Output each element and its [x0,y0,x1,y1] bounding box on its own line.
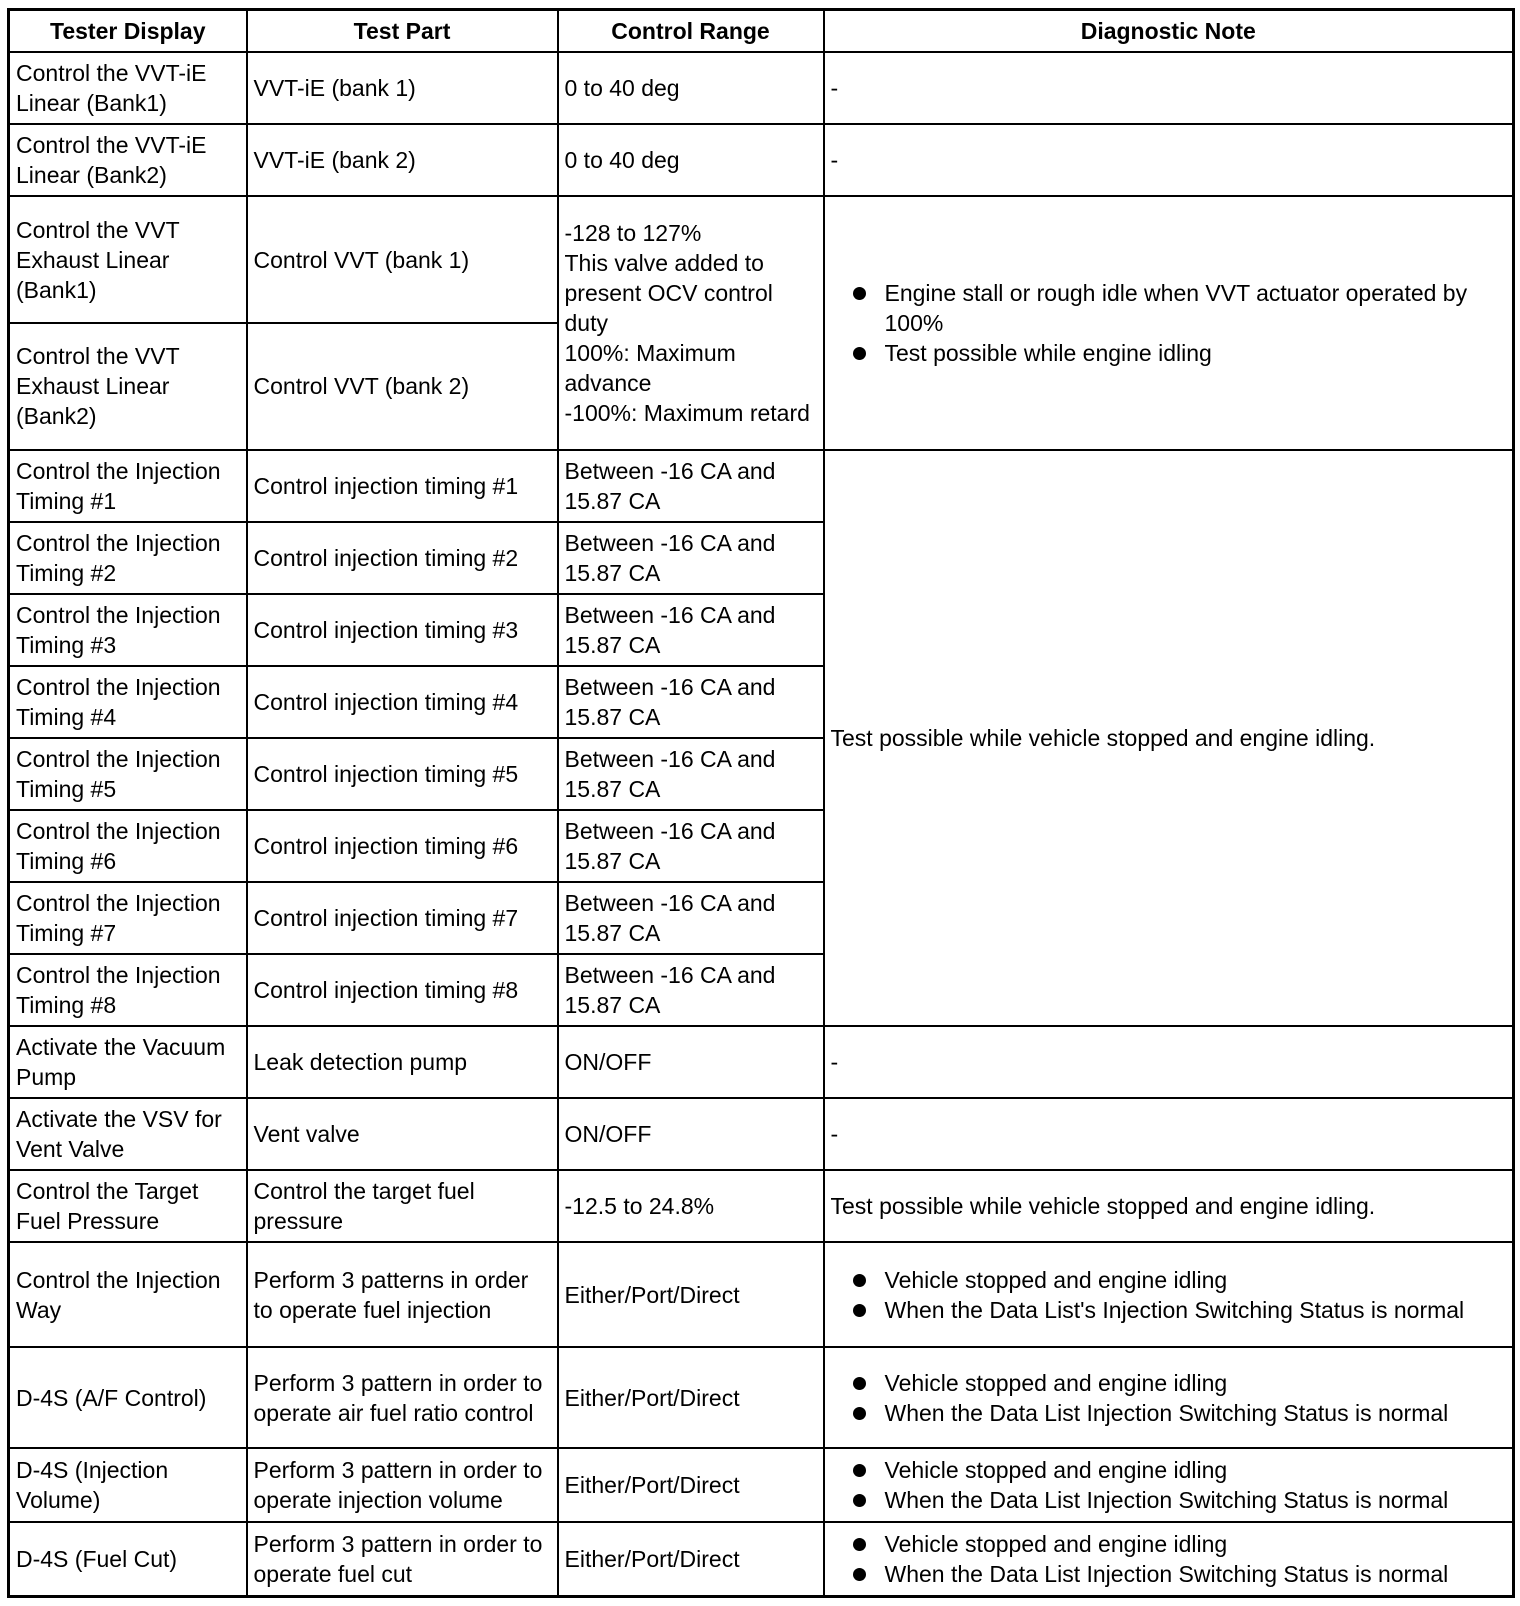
range-line: -128 to 127% [564,219,702,246]
control-range-cell: Either/Port/Direct [558,1347,824,1448]
control-range-cell: ON/OFF [558,1098,824,1170]
list-item: When the Data List Injection Switching Status is normal [853,1485,1507,1515]
tester-display-cell: Control the Injection Timing #8 [9,954,247,1026]
tester-display-cell: Activate the VSV for Vent Valve [9,1098,247,1170]
diagnostic-note-cell [824,1242,1514,1347]
tester-display-cell: Control the Injection Timing #5 [9,738,247,810]
table-row [9,124,1514,196]
list-item: Vehicle stopped and engine idling [853,1529,1507,1559]
range-line: This valve added to present OCV control duty [564,249,773,336]
test-part-cell: Leak detection pump [247,1026,558,1098]
control-range-cell: ON/OFF [558,1026,824,1098]
table-row [9,1242,1514,1347]
diagnostic-note-cell [824,1522,1514,1596]
tester-display-cell: Control the VVT-iE Linear (Bank2) [9,124,247,196]
control-range-cell: Between -16 CA and 15.87 CA [558,954,824,1026]
test-part-cell: Control injection timing #4 [247,666,558,738]
diagnostic-note-cell: - [824,52,1514,124]
list-item: Vehicle stopped and engine idling [853,1455,1507,1485]
test-part-cell: Control injection timing #1 [247,450,558,522]
control-range-cell: Either/Port/Direct [558,1448,824,1522]
test-part-cell: Perform 3 pattern in order to operate air fuel ratio control [247,1347,558,1448]
bullet-icon [853,1538,866,1551]
bullet-icon [853,287,866,300]
list-item: Test possible while engine idling [853,338,1507,368]
diagnostic-note-cell: - [824,124,1514,196]
note-bullet-list [831,1368,1507,1428]
diagnostic-note-cell [824,1347,1514,1448]
control-range-cell: Between -16 CA and 15.87 CA [558,738,824,810]
bullet-icon [853,1407,866,1420]
test-part-cell: Control injection timing #8 [247,954,558,1026]
test-part-cell: Perform 3 patterns in order to operate fuel injection [247,1242,558,1347]
test-part-cell: Control VVT (bank 2) [247,323,558,450]
range-line: -100%: Maximum retard [564,399,810,426]
list-item: When the Data List Injection Switching Status is normal [853,1398,1507,1428]
list-item: Vehicle stopped and engine idling [853,1368,1507,1398]
control-range-cell: Between -16 CA and 15.87 CA [558,594,824,666]
tester-display-cell: Control the Injection Timing #2 [9,522,247,594]
test-part-cell: Perform 3 pattern in order to operate injection volume [247,1448,558,1522]
table-row [9,1170,1514,1242]
control-range-cell: Either/Port/Direct [558,1242,824,1347]
test-part-cell: Control injection timing #5 [247,738,558,810]
tester-display-cell: Control the Injection Timing #7 [9,882,247,954]
note-bullet-list [831,1265,1507,1325]
tester-display-cell: Control the Injection Timing #3 [9,594,247,666]
diagnostic-note-cell: Test possible while vehicle stopped and engine idling. [824,450,1514,1026]
table-row [9,52,1514,124]
control-range-cell: Between -16 CA and 15.87 CA [558,522,824,594]
bullet-icon [853,347,866,360]
list-item: When the Data List Injection Switching Status is normal [853,1559,1507,1589]
control-range-cell: Either/Port/Direct [558,1522,824,1596]
control-range-cell: Between -16 CA and 15.87 CA [558,450,824,522]
diagnostic-note-cell [824,196,1514,450]
control-range-cell: Between -16 CA and 15.87 CA [558,882,824,954]
table-row [9,1347,1514,1448]
diagnostic-note-cell: - [824,1026,1514,1098]
control-range-cell: -12.5 to 24.8% [558,1170,824,1242]
active-test-table [7,8,1515,1598]
tester-display-cell: Control the Injection Timing #6 [9,810,247,882]
control-range-cell [558,196,824,450]
bullet-icon [853,1274,866,1287]
header-diagnostic-note: Diagnostic Note [824,10,1514,53]
list-item: When the Data List's Injection Switching Status is normal [853,1295,1507,1325]
range-line: 100%: Maximum advance [564,339,736,396]
test-part-cell: Control injection timing #3 [247,594,558,666]
note-bullet-list [831,278,1507,368]
header-control-range: Control Range [558,10,824,53]
test-part-cell: Control the target fuel pressure [247,1170,558,1242]
tester-display-cell: Control the VVT Exhaust Linear (Bank2) [9,323,247,450]
test-part-cell: Control injection timing #2 [247,522,558,594]
control-range-cell: Between -16 CA and 15.87 CA [558,666,824,738]
header-tester-display: Tester Display [9,10,247,53]
diagnostic-note-cell: - [824,1098,1514,1170]
table-row [9,196,1514,323]
tester-display-cell: Control the VVT Exhaust Linear (Bank1) [9,196,247,323]
control-range-cell: Between -16 CA and 15.87 CA [558,810,824,882]
bullet-icon [853,1304,866,1317]
tester-display-cell: D-4S (Injection Volume) [9,1448,247,1522]
tester-display-cell: Control the Injection Way [9,1242,247,1347]
bullet-icon [853,1494,866,1507]
tester-display-cell: Activate the Vacuum Pump [9,1026,247,1098]
table-row [9,450,1514,522]
table-row [9,1098,1514,1170]
list-item: Vehicle stopped and engine idling [853,1265,1507,1295]
tester-display-cell: Control the Injection Timing #1 [9,450,247,522]
control-range-cell: 0 to 40 deg [558,52,824,124]
diagnostic-note-cell: Test possible while vehicle stopped and engine idling. [824,1170,1514,1242]
control-range-cell: 0 to 40 deg [558,124,824,196]
tester-display-cell: Control the VVT-iE Linear (Bank1) [9,52,247,124]
test-part-cell: Control injection timing #6 [247,810,558,882]
test-part-cell: Control VVT (bank 1) [247,196,558,323]
tester-display-cell: D-4S (A/F Control) [9,1347,247,1448]
note-bullet-list [831,1529,1507,1589]
test-part-cell: Perform 3 pattern in order to operate fuel cut [247,1522,558,1596]
bullet-icon [853,1568,866,1581]
header-test-part: Test Part [247,10,558,53]
test-part-cell: Vent valve [247,1098,558,1170]
test-part-cell: VVT-iE (bank 1) [247,52,558,124]
header-row [9,10,1514,53]
bullet-icon [853,1464,866,1477]
tester-display-cell: Control the Injection Timing #4 [9,666,247,738]
test-part-cell: Control injection timing #7 [247,882,558,954]
list-item: Engine stall or rough idle when VVT actuator operated by 100% [853,278,1507,338]
bullet-icon [853,1377,866,1390]
tester-display-cell: D-4S (Fuel Cut) [9,1522,247,1596]
table-row [9,1522,1514,1596]
note-bullet-list [831,1455,1507,1515]
table-row [9,1448,1514,1522]
table-row [9,1026,1514,1098]
diagnostic-note-cell [824,1448,1514,1522]
tester-display-cell: Control the Target Fuel Pressure [9,1170,247,1242]
test-part-cell: VVT-iE (bank 2) [247,124,558,196]
